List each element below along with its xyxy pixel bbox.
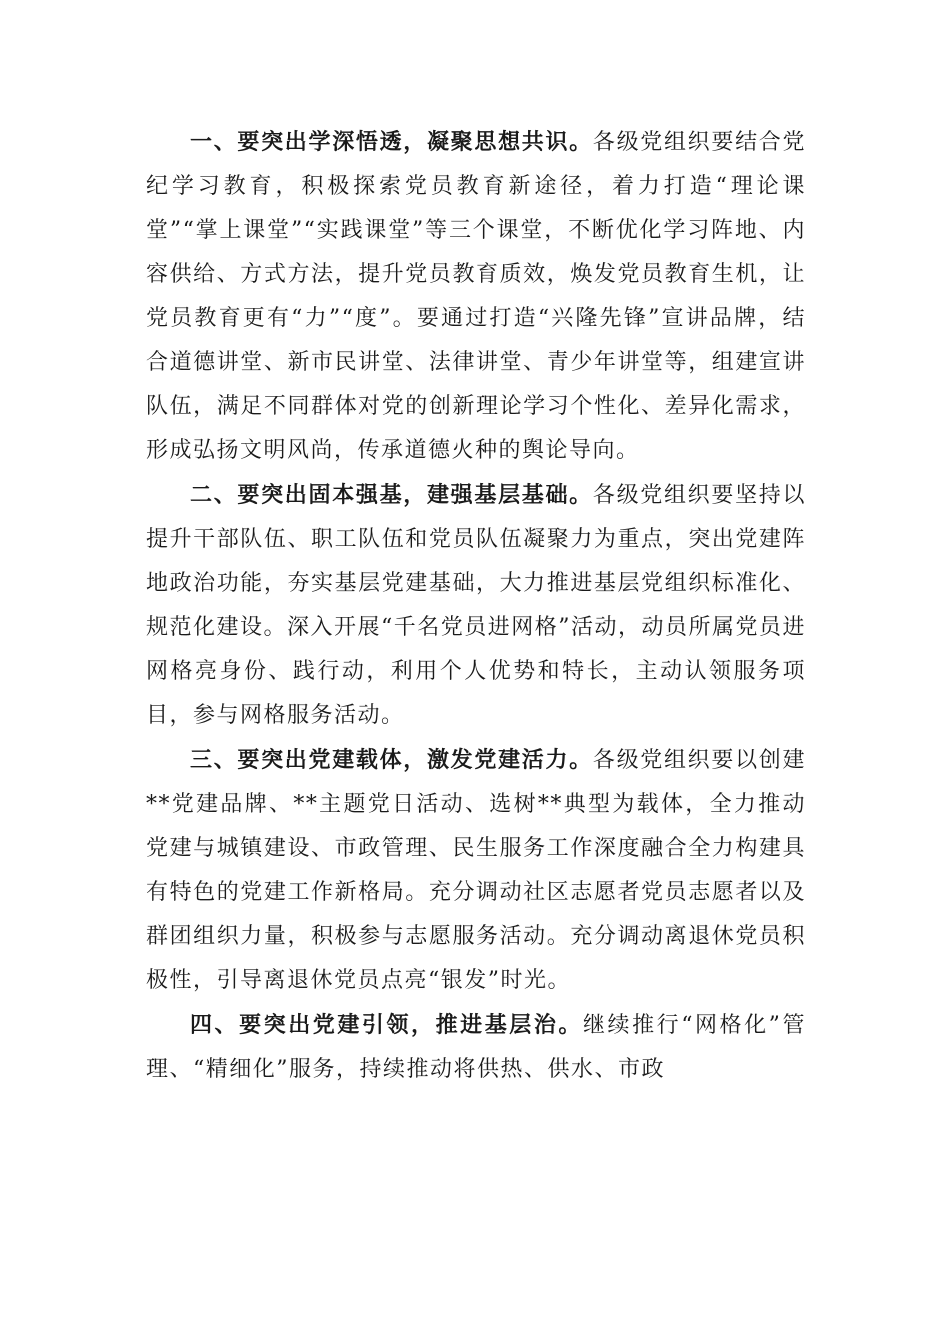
paragraph-2 <box>146 473 806 738</box>
paragraph-3-body: 各级党组织要以创建**党建品牌、**主题党日活动、选树**典型为载体，全力推动党建与城镇建设、市政管理、民生服务工作深度融合全力构建具有特色的党建工作新格局。充分调动社区志愿者党员志愿者以及群团组织力量，积极参与志愿服务活动。充分调动离退休党员积极性，引导离退休党员点亮“银发”时光。 <box>146 748 806 993</box>
paragraph-3 <box>146 738 806 1003</box>
paragraph-4 <box>146 1003 806 1092</box>
paragraph-2-body: 各级党组织要坚持以提升干部队伍、职工队伍和党员队伍凝聚力为重点，突出党建阵地政治功能，夯实基层党建基础，大力推进基层党组织标准化、规范化建设。深入开展“千名党员进网格”活动，动员所属党员进网格亮身份、践行动，利用个人优势和特长，主动认领服务项目，参与网格服务活动。 <box>146 483 806 728</box>
paragraph-4-body: 继续推行“网格化”管理、“精细化”服务，持续推动将供热、供水、市政 <box>146 1013 806 1082</box>
paragraph-4-heading: 四、要突出党建引领，推进基层治。 <box>190 1012 583 1038</box>
paragraph-1-heading: 一、要突出学深悟透，凝聚思想共识。 <box>190 129 593 155</box>
paragraph-1-body: 各级党组织要结合党纪学习教育，积极探索党员教育新途径，着力打造“理论课堂”“掌上课堂”“实践课堂”等三个课堂，不断优化学习阵地、内容供给、方式方法，提升党员教育质效，焕发党员教育生机，让党员教育更有“力”“度”。要通过打造“兴隆先锋”宣讲品牌，结合道德讲堂、新市民讲堂、法律讲堂、青少年讲堂等，组建宣讲队伍，满足不同群体对党的创新理论学习个性化、差异化需求，形成弘扬文明风尚，传承道德火种的舆论导向。 <box>146 130 806 463</box>
paragraph-2-heading: 二、要突出固本强基，建强基层基础。 <box>190 482 593 508</box>
paragraph-3-heading: 三、要突出党建载体，激发党建活力。 <box>190 747 593 773</box>
document-page <box>146 120 806 1092</box>
paragraph-1 <box>146 120 806 473</box>
